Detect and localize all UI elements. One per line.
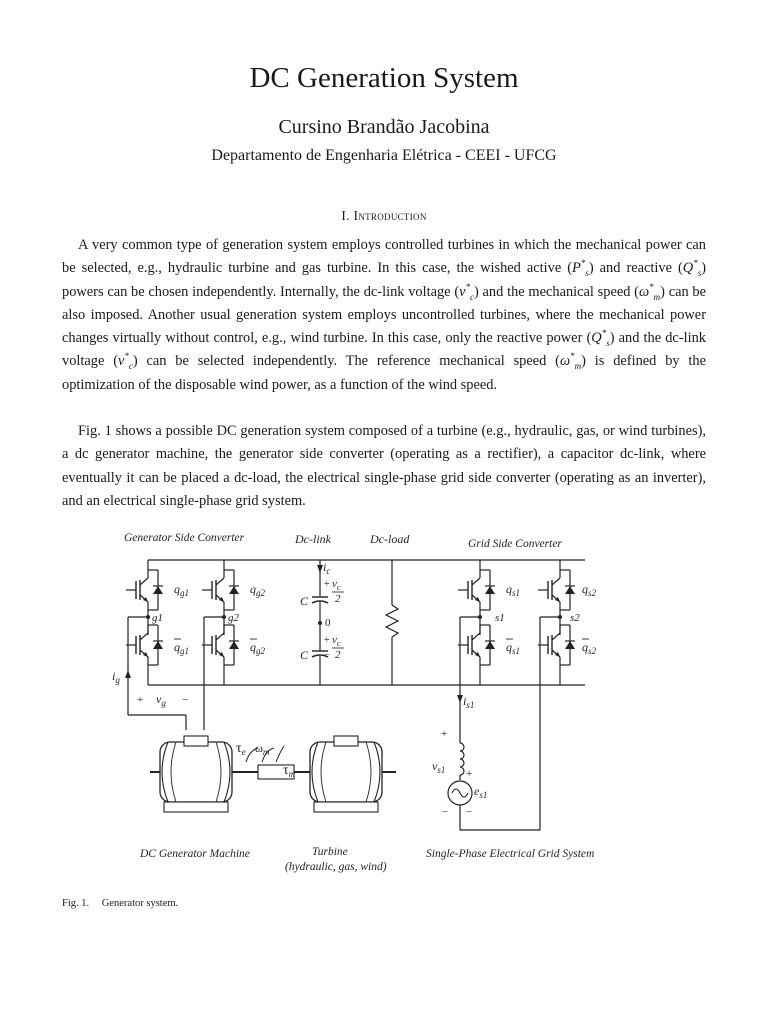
paper-title: DC Generation System [249,62,519,94]
label-C-top: C [300,594,309,608]
label-tau-m: $\tau_m$ [283,763,296,779]
math-wm: $\omega^*_m$ [559,351,582,372]
text-run: ) and reactive ( [588,260,683,277]
label-tau-e: $\tau_e$ [236,741,246,757]
label-vs1: $v_{s1}$ [432,759,446,775]
label-vc-bottom: $v_c$ [332,634,341,648]
turbine-machine [300,736,382,812]
dc-load-resistor [386,560,398,685]
caption-text: Generator system. [101,898,179,909]
node-s1: s1 [495,612,505,624]
text-run: ) powers can be chosen independently. Internally, the dc-link voltage ( [62,260,706,300]
cap-plus: + [324,635,330,646]
label-is1: $i_{s1}$ [463,694,475,710]
vs1-minus: − [442,806,449,818]
circuit-diagram [100,525,620,880]
label-dc-load: Dc-load [370,532,410,546]
paragraph-2 [62,420,706,513]
label-grid-side-converter: Grid Side Converter [468,538,562,550]
label-qs2: $q_{s2}$ [582,582,597,598]
node-s2: s2 [570,612,580,624]
es1-minus: − [466,806,473,818]
section-title: Introduction [353,208,427,223]
text-run: ) and the mechanical speed ( [474,283,639,300]
node-g1: g1 [152,612,163,624]
label-qg2: $q_{g2}$ [250,582,265,598]
math-Qs: $Q^*_s$ [682,258,702,279]
section-heading [0,208,768,224]
figure-1 [100,525,620,880]
label-qg1: $q_{g1}$ [174,582,189,598]
es1-plus: + [466,768,473,780]
label-qs1: $q_{s1}$ [506,582,521,598]
vg-minus: − [182,694,189,706]
math-vc: $v^*_c$ [459,281,474,302]
fraction-two: 2 [335,593,341,605]
label-qg1-bar: $q_{g1}$ [174,640,189,656]
text-run: ) can be also imposed. Another usual generation system employs uncontrolled turbines, where the mechanical power changes virtually without control, e.g., wind turbine. In this case, only the reactive power ( [62,283,707,347]
label-grid-system: Single-Phase Electrical Grid System [426,848,595,860]
math-wm: $\omega^*_m$ [638,281,661,302]
text-run: ) is defined by the optimization of the disposable wind power, as a function of the wind speed. [62,353,706,393]
text-run: A very common type of generation system employs controlled turbines in which the mechanical power can be selected, e.g., hydraulic turbine and gas turbine. In this case, the wished active ( [62,237,706,277]
label-dc-link: Dc-link [295,532,331,546]
vg-plus: + [137,694,144,706]
math-Qs: $Q^*_s$ [591,328,610,349]
label-turbine: Turbine [312,846,348,858]
cap-plus: + [324,579,330,590]
fraction-two: 2 [335,649,341,661]
author-affiliation: Departamento de Engenharia Elétrica - CEEI - UFCG [211,147,557,164]
label-generator-side-converter: Generator Side Converter [124,532,245,544]
grid-voltage-source [448,781,540,830]
label-qs2-bar: $q_{s2}$ [582,640,597,656]
section-number: I. [341,208,350,223]
grid-leg-1 [458,560,495,685]
label-qs1-bar: $q_{s1}$ [506,640,521,656]
figure-caption [62,898,178,909]
label-vg: $v_g$ [156,692,166,708]
paragraph-1 [62,234,706,397]
vs1-plus: + [441,728,448,740]
label-qg2-bar: $q_{g2}$ [250,640,265,656]
dc-generator-machine [150,736,232,812]
label-dc-generator-machine: DC Generator Machine [140,848,250,860]
label-ic: $i_c$ [323,560,331,576]
label-vc-top: $v_c$ [332,578,341,592]
math-vc: $v^*_c$ [117,351,133,372]
label-ig: $i_g$ [112,669,120,685]
label-turbine-types: (hydraulic, gas, wind) [285,861,387,873]
label-omega-m: $\omega_m$ [255,741,270,757]
text-run: ) can be selected independently. The reference mechanical speed ( [132,353,560,370]
current-arrow [125,670,131,678]
paragraph-2-text: Fig. 1 shows a possible DC generation system composed of a turbine (e.g., hydraulic, gas, or wind turbines), a dc generator machine, the generator side converter (operating as a rectifier), a capacitor dc-link, where eventually it can be placed a dc-load, the electrical single-phase grid side converter (operating as an inverter), and an electrical single-phase grid system. [62,423,706,509]
label-C-bottom: C [300,648,309,662]
author-name: Cursino Brandão Jacobina [278,116,490,138]
text-run: ) and the dc-link voltage ( [62,330,706,370]
label-es1: $e_{s1}$ [474,784,488,800]
label-midpoint-zero: 0 [325,617,331,629]
caption-label: Fig. 1. [62,898,90,909]
grid-inductor [460,743,464,780]
cap-minus: − [324,650,330,661]
node-g2: g2 [228,612,239,624]
math-Ps: $P^*_s$ [572,258,589,279]
